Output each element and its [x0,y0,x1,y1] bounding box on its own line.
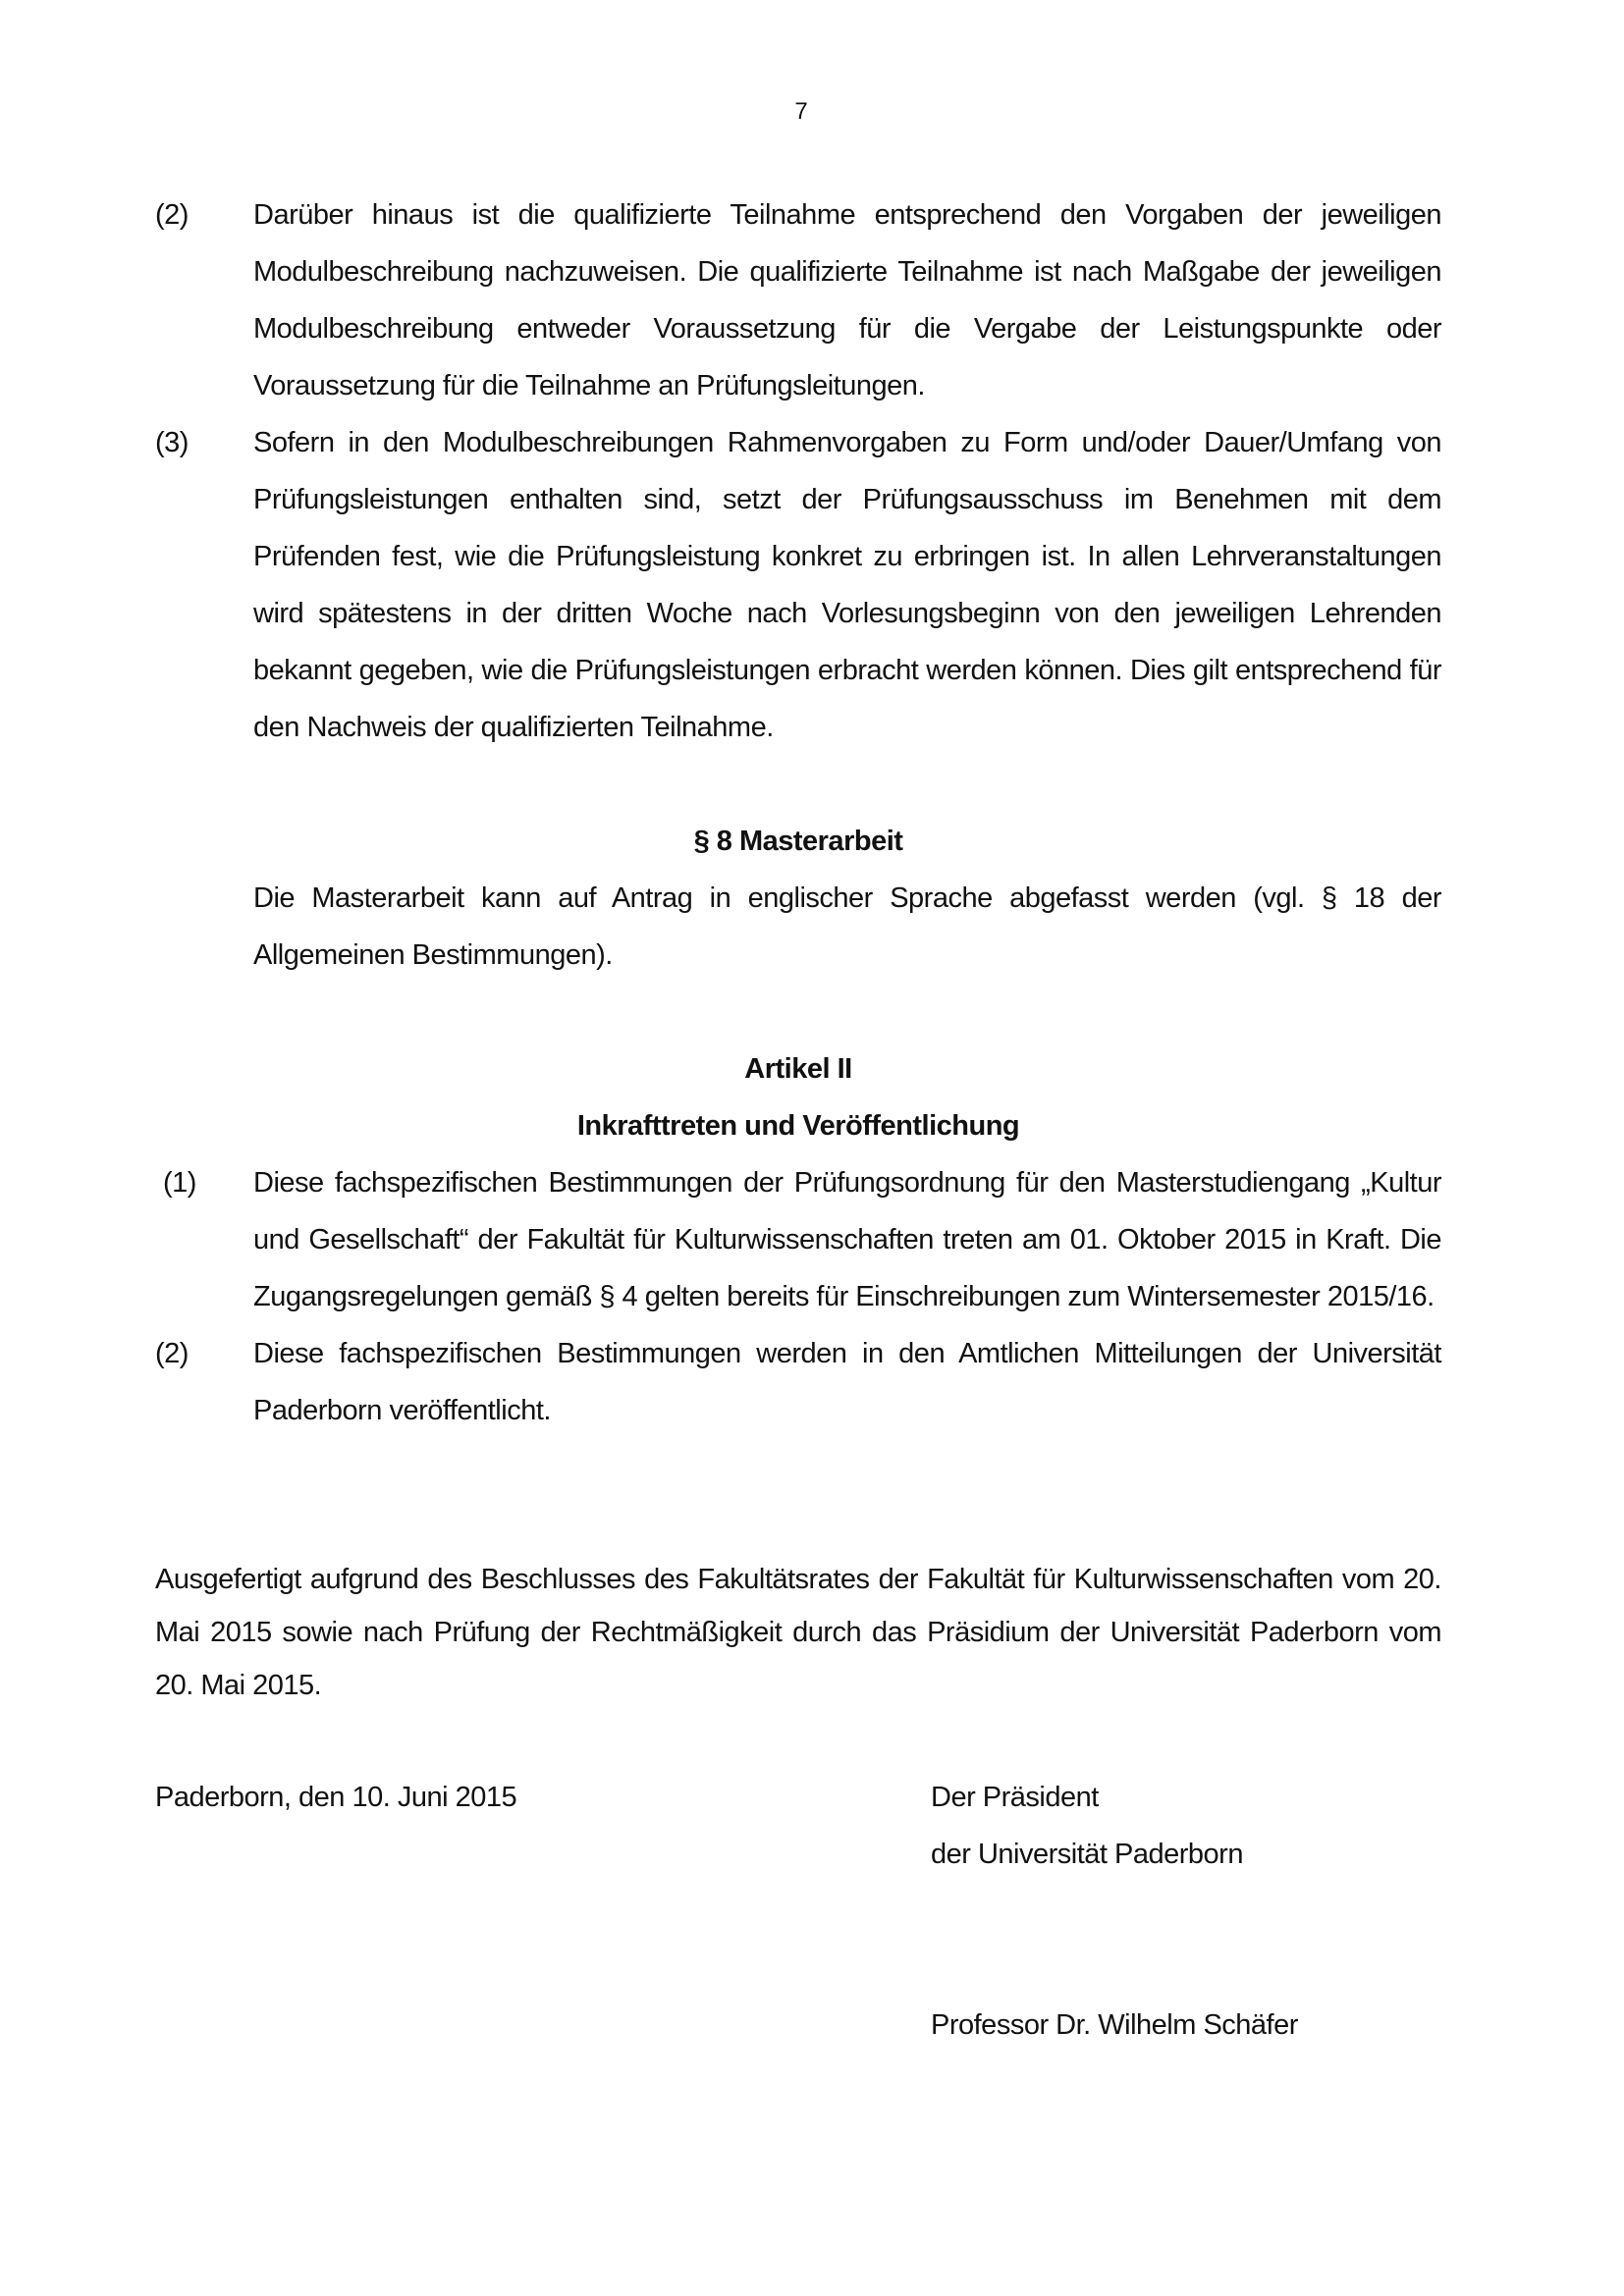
paragraph-2 [155,187,1441,414]
closing-statement: Ausgefertigt aufgrund des Beschlusses des Fakultätsrates der Fakultät für Kulturwissenschaften vom 20. Mai 2015 sowie nach Prüfung der Rechtmäßigkeit durch das Präsidium der Universität Paderborn vom 20. Mai 2015. [155,1564,1441,1701]
signatory-name-row [155,1997,1441,2054]
section-8-heading: § 8 Masterarbeit [693,826,903,857]
paragraph-text: Sofern in den Modulbeschreibungen Rahmenvorgaben zu Form und/oder Dauer/Umfang von Prüfungsleistungen enthalten sind, setzt der Prüfungsausschuss im Benehmen mit dem Prüfenden fest, wie die Prüfungsleistung konkret zu erbringen ist. In allen Lehrveranstaltungen wird spätestens in der dritten Woche nach Vorlesungsbeginn von den jeweiligen Lehrenden bekannt gegeben, wie die Prüfungsleistungen erbracht werden können. Dies gilt entsprechend für den Nachweis der qualifizierten Teilnahme. [253,427,1441,743]
paragraph-text: Diese fachspezifischen Bestimmungen werden in den Amtlichen Mitteilungen der Universität Paderborn veröffentlicht. [253,1338,1441,1426]
article-2-subheading: Inkrafttreten und Veröffentlichung [576,1110,1020,1142]
article-2-paragraph-2 [155,1325,1441,1439]
article-2-paragraph-1 [155,1154,1441,1325]
signatory-title [931,1769,1441,1883]
paragraph-text: Darüber hinaus ist die qualifizierte Teilnahme entsprechend den Vorgaben der jeweiligen Modulbeschreibung nachzuweisen. Die qualifizierte Teilnahme ist nach Maßgabe der jeweiligen Modulbeschreibung entweder Voraussetzung für die Vergabe der Leistungspunkte oder Voraussetzung für die Teilnahme an Prüfungsleitungen. [253,199,1441,401]
paragraph-number: (3) [155,427,189,458]
signature-block [155,1769,1441,1883]
signatory-title-line-1: Der Präsident [931,1782,1099,1813]
paragraph-3 [155,414,1441,756]
signatory-title-line-2: der Universität Paderborn [931,1839,1243,1870]
paragraph-number: (2) [155,1338,189,1369]
page-number: 7 [794,98,808,125]
document-body [155,187,1441,2054]
place-and-date: Paderborn, den 10. Juni 2015 [155,1782,517,1813]
paragraph-number: (1) [163,1167,196,1199]
article-2-heading: Artikel II [744,1053,852,1085]
paragraph-text: Diese fachspezifischen Bestimmungen der Prüfungsordnung für den Masterstudiengang „Kultur und Gesellschaft“ der Fakultät für Kulturwissenschaften treten am 01. Oktober 2015 in Kraft. Die Zugangsregelungen gemäß § 4 gelten bereits für Einschreibungen zum Wintersemester 2015/16. [253,1167,1441,1312]
paragraph-number: (2) [155,199,189,231]
signatory-name: Professor Dr. Wilhelm Schäfer [931,2009,1298,2041]
section-8-text: Die Masterarbeit kann auf Antrag in englischer Sprache abgefasst werden (vgl. § 18 der Allgemeinen Bestimmungen). [253,882,1441,971]
